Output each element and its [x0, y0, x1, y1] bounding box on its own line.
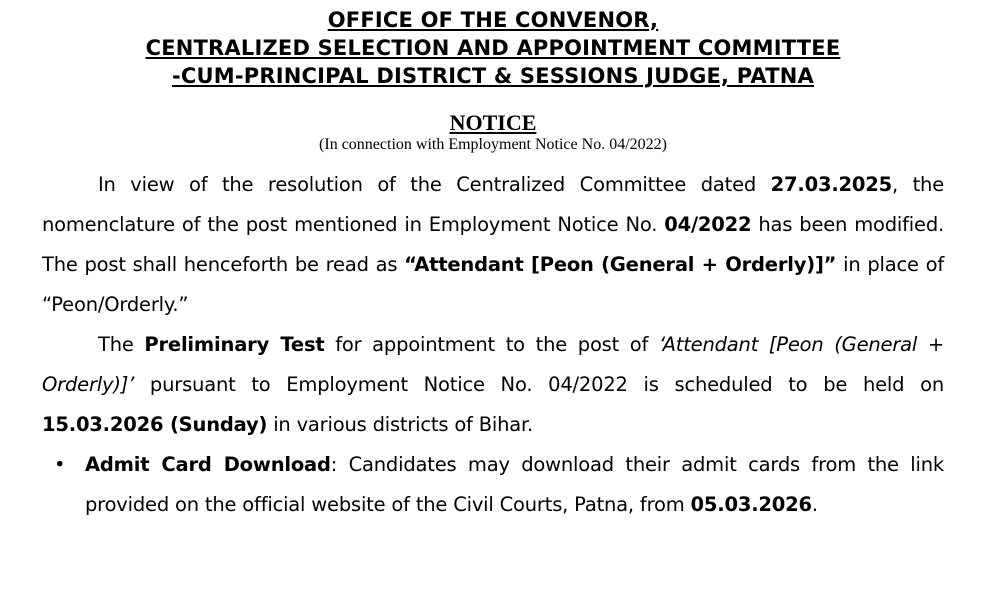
preliminary-test-label: Preliminary Test	[144, 333, 325, 356]
para2-text-4: in various districts of Bihar.	[267, 413, 534, 436]
office-header	[42, 6, 944, 90]
paragraph-preliminary-test	[42, 325, 944, 445]
notice-subtitle: (In connection with Employment Notice No. 04/2022)	[319, 136, 667, 153]
para2-text-2: for appointment to the post of	[324, 333, 659, 356]
para1-text-3: has been modified. The post shall henceforth be read as	[42, 213, 945, 276]
admit-card-label: Admit Card Download	[85, 453, 331, 476]
bullet1-text-1: : Candidates may download their admit cards from the link provided on the official website of the Civil Courts, Patna, from	[85, 453, 944, 516]
notice-document	[0, 6, 994, 597]
bullet1-text-2: .	[811, 493, 818, 516]
exam-date: 15.03.2026 (Sunday)	[42, 413, 268, 436]
admit-card-date: 05.03.2026	[690, 493, 812, 516]
para1-text-1: In view of the resolution of the Centralized Committee dated	[98, 173, 771, 196]
header-line-3: -CUM-PRINCIPAL DISTRICT & SESSIONS JUDGE, PATNA	[172, 64, 814, 88]
header-line-2: CENTRALIZED SELECTION AND APPOINTMENT COMMITTEE	[145, 36, 841, 60]
post-name-italic: ‘Attendant [Peon (General + Orderly)]’	[42, 333, 944, 396]
employment-notice-number: 04/2022	[664, 213, 752, 236]
header-line-1: OFFICE OF THE CONVENOR,	[327, 8, 659, 32]
para2-text-1: The	[98, 333, 145, 356]
para2-text-3: pursuant to Employment Notice No. 04/2022 is scheduled to be held on	[134, 373, 944, 396]
new-post-name: “Attendant [Peon (General + Orderly)]”	[404, 253, 837, 276]
para1-text-4: in place of “Peon/Orderly.”	[42, 253, 945, 316]
para1-text-2: , the nomenclature of the post mentioned in Employment Notice No.	[42, 173, 944, 236]
bullet-icon: •	[54, 453, 66, 476]
notice-title: NOTICE	[449, 110, 537, 135]
bullet-admit-card-text	[85, 445, 944, 525]
resolution-date: 27.03.2025	[770, 173, 893, 196]
paragraph-nomenclature	[42, 165, 944, 325]
bullet-admit-card	[42, 445, 944, 525]
